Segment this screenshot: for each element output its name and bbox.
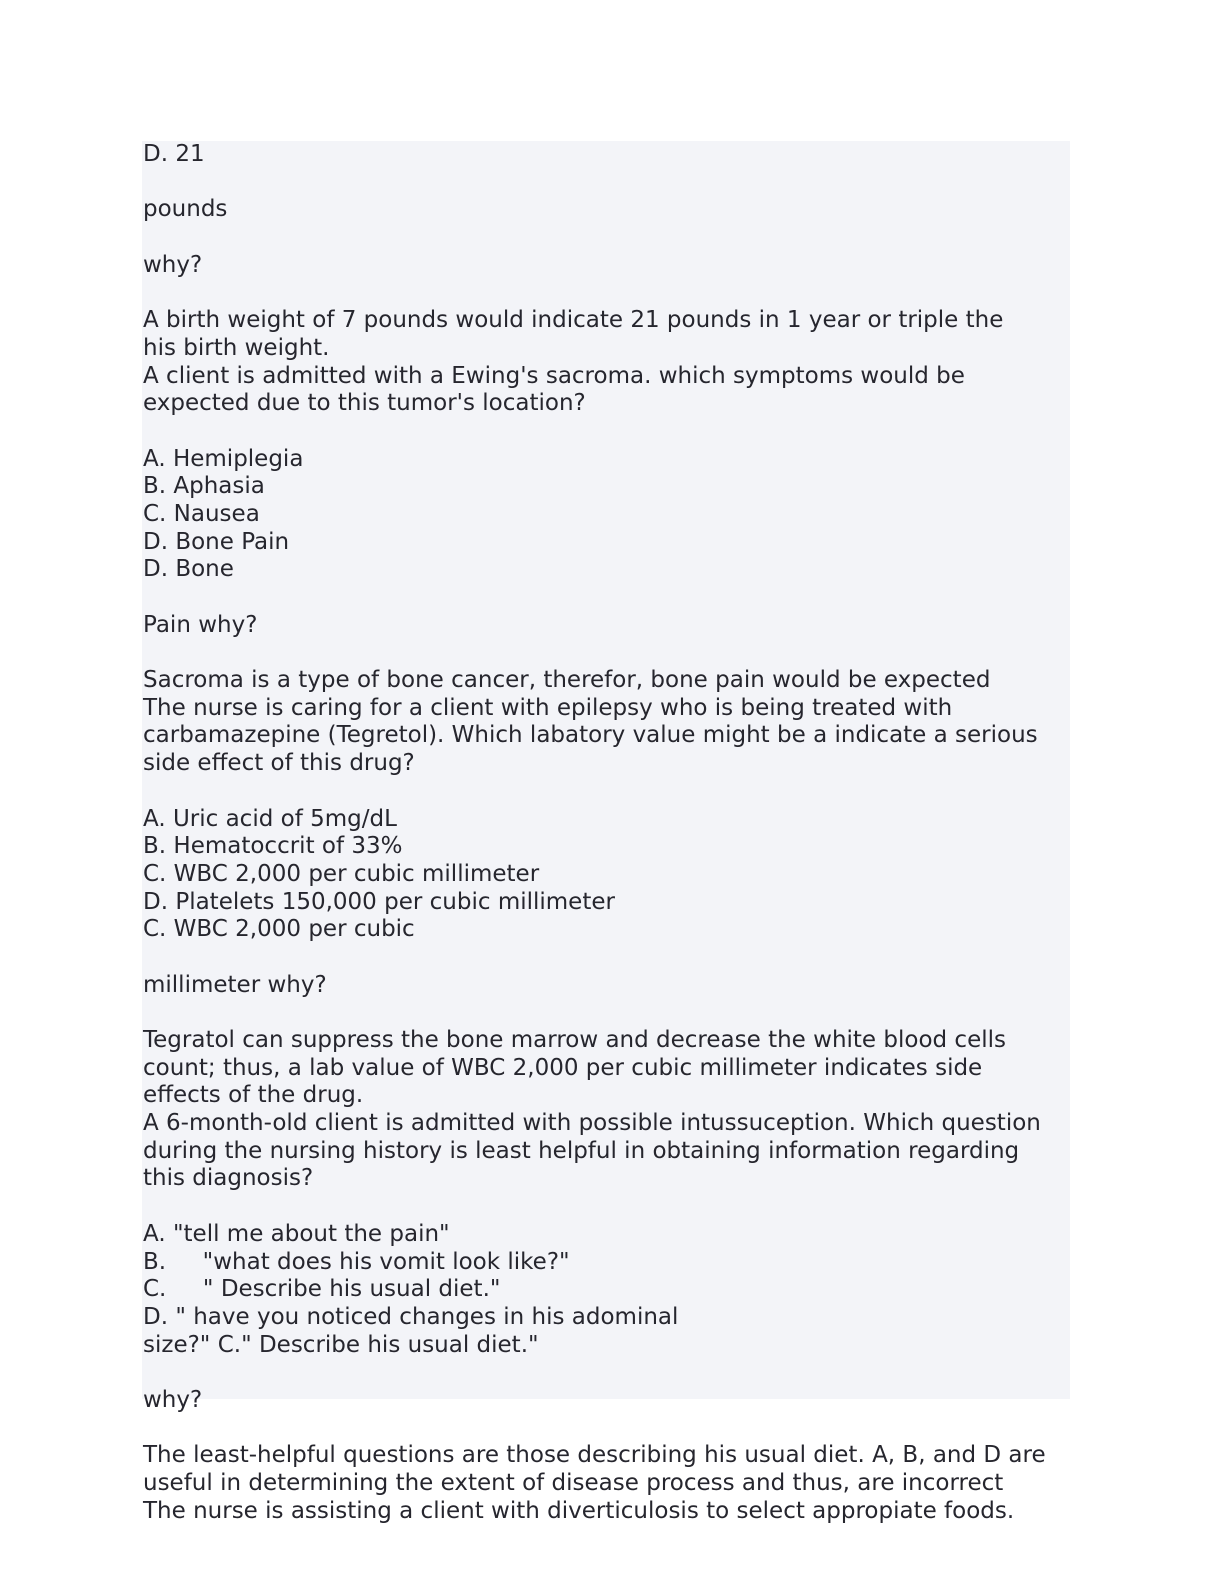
text-line: The least-helpful questions are those describing his usual diet. A, B, and D are: [143, 1442, 1046, 1469]
text-line: A. "tell me about the pain": [143, 1220, 450, 1247]
blank-line: [143, 418, 1103, 446]
blank-line: [143, 584, 1103, 612]
blank-line: [143, 169, 1103, 197]
text-line: C. " Describe his usual diet.": [143, 1276, 501, 1303]
text-line: A client is admitted with a Ewing's sacroma. which symptoms would be: [143, 362, 965, 389]
text-line: this diagnosis?: [143, 1165, 314, 1192]
blank-line: [143, 999, 1103, 1027]
text-line: A birth weight of 7 pounds would indicate 21 pounds in 1 year or triple the: [143, 307, 1004, 334]
text-line: why?: [143, 251, 203, 278]
blank-line: [143, 1359, 1103, 1387]
text-line: why?: [143, 1386, 203, 1413]
blank-line: [143, 778, 1103, 806]
text-line: Sacroma is a type of bone cancer, therefor, bone pain would be expected: [143, 667, 991, 694]
text-line: millimeter why?: [143, 971, 327, 998]
text-line: carbamazepine (Tegretol). Which labatory value might be a indicate a serious: [143, 722, 1038, 749]
text-line: his birth weight.: [143, 334, 330, 361]
text-line: A. Hemiplegia: [143, 445, 304, 472]
text-line: B. Aphasia: [143, 473, 265, 500]
blank-line: [143, 1193, 1103, 1221]
text-line: C. WBC 2,000 per cubic millimeter: [143, 860, 540, 887]
text-line: D. " have you noticed changes in his adominal: [143, 1303, 679, 1330]
text-line: D. Platelets 150,000 per cubic millimeter: [143, 888, 615, 915]
text-line: side effect of this drug?: [143, 750, 415, 777]
text-line: Pain why?: [143, 611, 258, 638]
text-line: D. Bone Pain: [143, 528, 290, 555]
blank-line: [143, 224, 1103, 252]
text-line: expected due to this tumor's location?: [143, 390, 586, 417]
text-line: The nurse is assisting a client with diverticulosis to select appropiate foods.: [143, 1497, 1015, 1524]
text-line: Tegratol can suppress the bone marrow and decrease the white blood cells: [143, 1027, 1006, 1053]
document-text-body: [143, 141, 1103, 1525]
text-line: size?" C." Describe his usual diet.": [143, 1331, 539, 1358]
text-line: useful in determining the extent of disease process and thus, are incorrect: [143, 1470, 1004, 1496]
text-line: D. 21: [143, 141, 205, 167]
text-line: D. Bone: [143, 556, 234, 583]
text-line: pounds: [143, 196, 228, 223]
text-line: The nurse is caring for a client with epilepsy who is being treated with: [143, 694, 953, 721]
text-line: effects of the drug.: [143, 1082, 364, 1109]
text-line: B. "what does his vomit look like?": [143, 1248, 570, 1275]
text-line: A. Uric acid of 5mg/dL: [143, 805, 397, 832]
blank-line: [143, 279, 1103, 307]
text-line: C. Nausea: [143, 500, 260, 527]
text-line: during the nursing history is least helpful in obtaining information regarding: [143, 1137, 1020, 1164]
text-line: B. Hematoccrit of 33%: [143, 833, 403, 860]
text-line: A 6-month-old client is admitted with possible intussuception. Which question: [143, 1110, 1041, 1137]
blank-line: [143, 639, 1103, 667]
blank-line: [143, 1415, 1103, 1443]
text-line: C. WBC 2,000 per cubic: [143, 916, 415, 943]
blank-line: [143, 944, 1103, 972]
text-line: count; thus, a lab value of WBC 2,000 per cubic millimeter indicates side: [143, 1054, 983, 1081]
